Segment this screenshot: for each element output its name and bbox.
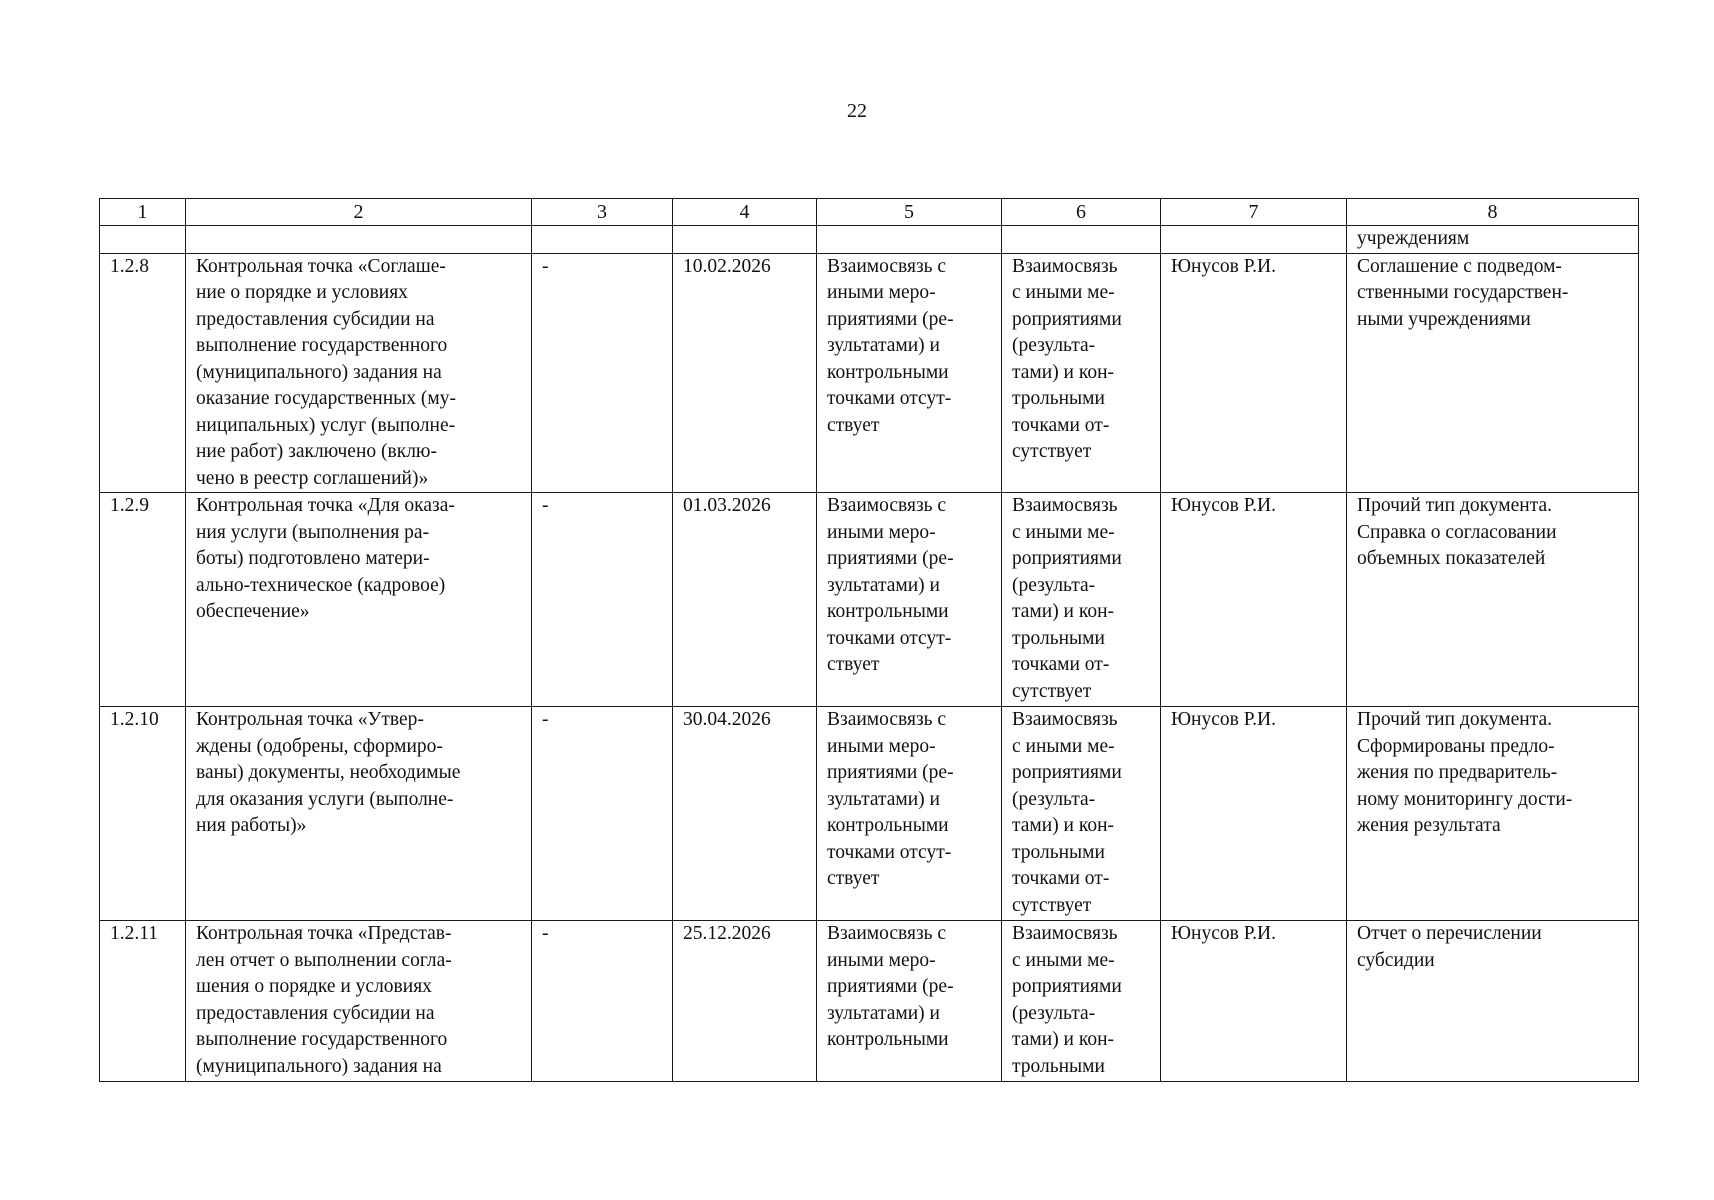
column-3-value: -: [532, 707, 673, 921]
carry-over-cell: [673, 226, 817, 254]
column-header: 3: [532, 199, 673, 226]
column-header: 2: [186, 199, 532, 226]
responsible-person: Юнусов Р.И.: [1161, 707, 1347, 921]
document-type: Прочий тип документа. Справка о согласовании объемных показателей: [1347, 493, 1639, 707]
column-3-value: -: [532, 253, 673, 493]
responsible-person: Юнусов Р.И.: [1161, 921, 1347, 1082]
relationship-text: Взаимосвязь с иными ме- роприятиями (результа- тами) и кон- трольными: [1002, 921, 1161, 1082]
due-date: 10.02.2026: [673, 253, 817, 493]
relationship-text: Взаимосвязь с иными меро- приятиями (ре- зультатами) и контрольными: [817, 921, 1002, 1082]
carry-over-cell: [186, 226, 532, 254]
document-type: Отчет о перечислении субсидии: [1347, 921, 1639, 1082]
carry-over-cell: учреждениям: [1347, 226, 1639, 254]
control-point-name: Контрольная точка «Соглаше- ние о порядке и условиях предоставления субсидии на выполнение государственного (муниципального) задания на оказание государственных (му- ниципальных) услуг (выполне- ние работ) заключено (вклю- чено в реестр соглашений)»: [186, 253, 532, 493]
column-3-value: -: [532, 921, 673, 1082]
column-3-value: -: [532, 493, 673, 707]
column-header: 7: [1161, 199, 1347, 226]
column-number-header-row: [100, 199, 1639, 226]
carry-over-cell: [817, 226, 1002, 254]
control-point-name: Контрольная точка «Представ- лен отчет о выполнении согла- шения о порядке и условиях предоставления субсидии на выполнение государственного (муниципального) задания на: [186, 921, 532, 1082]
row-number: 1.2.11: [100, 921, 186, 1082]
relationship-text: Взаимосвязь с иными ме- роприятиями (результа- тами) и кон- трольными точками от- сутствует: [1002, 493, 1161, 707]
row-number: 1.2.8: [100, 253, 186, 493]
control-point-name: Контрольная точка «Утвер- ждены (одобрены, сформиро- ваны) документы, необходимые для оказания услуги (выполне- ния работы)»: [186, 707, 532, 921]
table-row: [100, 921, 1639, 1082]
row-number: 1.2.10: [100, 707, 186, 921]
relationship-text: Взаимосвязь с иными меро- приятиями (ре- зультатами) и контрольными точками отсут- ствует: [817, 707, 1002, 921]
responsible-person: Юнусов Р.И.: [1161, 493, 1347, 707]
due-date: 30.04.2026: [673, 707, 817, 921]
carry-over-row: [100, 226, 1639, 254]
column-header: 8: [1347, 199, 1639, 226]
column-header: 5: [817, 199, 1002, 226]
column-header: 6: [1002, 199, 1161, 226]
due-date: 25.12.2026: [673, 921, 817, 1082]
responsible-person: Юнусов Р.И.: [1161, 253, 1347, 493]
column-header: 4: [673, 199, 817, 226]
row-number: 1.2.9: [100, 493, 186, 707]
document-type: Прочий тип документа. Сформированы предло- жения по предваритель- ному мониторингу дости- жения результата: [1347, 707, 1639, 921]
table-row: [100, 493, 1639, 707]
control-points-table: [99, 198, 1639, 1082]
table-row: [100, 253, 1639, 493]
carry-over-cell: [1002, 226, 1161, 254]
relationship-text: Взаимосвязь с иными ме- роприятиями (результа- тами) и кон- трольными точками от- сутствует: [1002, 253, 1161, 493]
due-date: 01.03.2026: [673, 493, 817, 707]
column-header: 1: [100, 199, 186, 226]
relationship-text: Взаимосвязь с иными меро- приятиями (ре- зультатами) и контрольными точками отсут- ствует: [817, 253, 1002, 493]
carry-over-cell: [1161, 226, 1347, 254]
carry-over-cell: [100, 226, 186, 254]
table-row: [100, 707, 1639, 921]
carry-over-cell: [532, 226, 673, 254]
relationship-text: Взаимосвязь с иными меро- приятиями (ре- зультатами) и контрольными точками отсут- ствует: [817, 493, 1002, 707]
relationship-text: Взаимосвязь с иными ме- роприятиями (результа- тами) и кон- трольными точками от- сутствует: [1002, 707, 1161, 921]
page-number: 22: [847, 100, 867, 122]
document-type: Соглашение с подведом- ственными государствен- ными учреждениями: [1347, 253, 1639, 493]
control-point-name: Контрольная точка «Для оказа- ния услуги (выполнения ра- боты) подготовлено матери- ально-техническое (кадровое) обеспечение»: [186, 493, 532, 707]
